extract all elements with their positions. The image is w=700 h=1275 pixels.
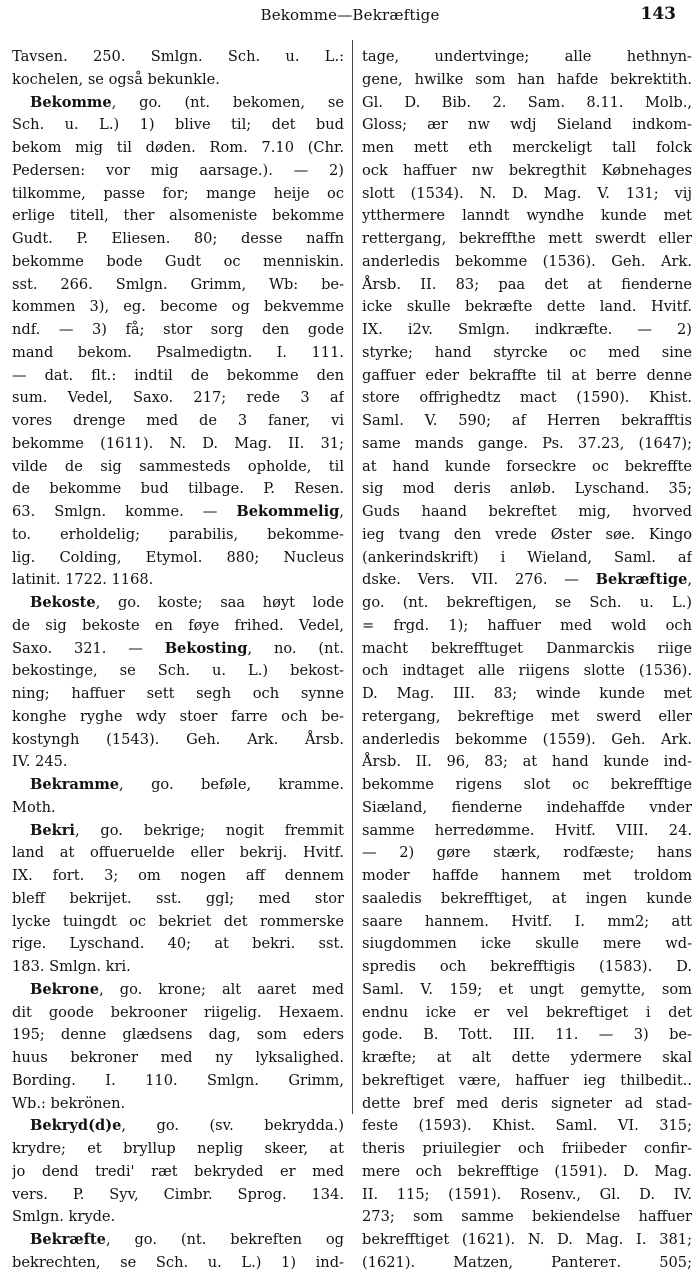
text-line: jo dend tredi' ræt bekryded er med	[12, 1162, 344, 1180]
text-line: bekreftiget være, haffuer ieg thilbedit..	[362, 1071, 692, 1089]
text-line: IX. fort. 3; om nogen aff dennem	[12, 867, 344, 884]
text-line: Smlgn. kryde.	[12, 1208, 116, 1226]
text-line: vores drenge med de 3 faner, vi	[12, 412, 344, 429]
headword: Bekoste	[30, 594, 96, 611]
text-line: bekomme bode Gudt oc menniskin.	[12, 252, 344, 270]
text-line: ndf. — 3) få; stor sorg den gode	[12, 321, 344, 338]
text-line: mand bekom. Psalmedigtn. I. 111.	[12, 343, 344, 361]
text-line: bekomme rigens slot oc bekrefftige	[362, 776, 692, 793]
text-line: IV. 245.	[12, 753, 68, 771]
text-line: dske. Vers. VII. 276. — Bekræftige,	[362, 571, 692, 589]
headword: Bekramme	[30, 776, 120, 793]
text-line: mere och bekrefftige (1591). D. Mag.	[362, 1162, 692, 1180]
text-line: icke skulle bekræfte dette land. Hvitf.	[362, 298, 692, 316]
text-line: de sig bekoste en føye frihed. Vedel,	[12, 616, 344, 634]
text-line: Bekomme, go. (nt. bekomen, se	[30, 93, 344, 111]
text-line: D. Mag. III. 83; winde kunde met	[362, 685, 692, 702]
text-line: Årsb. II. 96, 83; at hand kunde ind-	[362, 753, 692, 771]
text-line: kostyngh (1543). Geh. Ark. Årsb.	[12, 730, 344, 748]
text-line: styrke; hand styrcke oc med sine	[362, 343, 692, 361]
text-line: konghe ryghe wdy stoer farre och be-	[12, 707, 344, 725]
text-line: Bekræfte, go. (nt. bekreften og	[30, 1231, 344, 1248]
text-line: = frgd. 1); haffuer med wold och	[362, 616, 692, 634]
text-line: moder haffde hannem met troldom	[362, 867, 692, 884]
text-line: bekomme (1611). N. D. Mag. II. 31;	[12, 434, 344, 452]
text-line: theris priuilegier och friibeder confir-	[362, 1140, 692, 1157]
text-line: tilkomme, passe for; mange heije oc	[12, 184, 344, 202]
text-line: sst. 266. Smlgn. Grimm, Wb: be-	[12, 275, 344, 293]
text-line: ock haffuer nw bekregthit Købnehages	[362, 161, 692, 179]
text-line: Årsb. II. 83; paa det at fienderne	[362, 275, 692, 293]
text-line: feste (1593). Khist. Saml. VI. 315;	[362, 1117, 692, 1135]
text-line: vilde de sig sammesteds opholde, til	[12, 457, 344, 475]
text-line: erlige titell, ther alsomeniste bekomme	[12, 207, 344, 225]
text-line: men mett eth merckeligt tall folck	[362, 139, 692, 156]
text-line: store offrighedtz mact (1590). Khist.	[362, 389, 692, 407]
text-line: lycke tuingdt oc bekriet det rommerske	[12, 912, 344, 930]
text-line: II. 115; (1591). Rosenv., Gl. D. IV.	[362, 1185, 692, 1203]
text-line: — dat. flt.: indtil de bekomme den	[12, 366, 344, 384]
text-line: Guds haand bekreftet mig, hvorved	[362, 503, 692, 520]
headword: Bekomme	[30, 93, 112, 111]
text-line: IX. i2v. Smlgn. indkræfte. — 2)	[362, 321, 692, 338]
text-line: Tavsen. 250. Smlgn. Sch. u. L.:	[12, 48, 344, 65]
headword: Bekri	[30, 821, 75, 839]
text-line: Saxo. 321. — Bekosting, no. (nt.	[12, 639, 344, 657]
text-line: 183. Smlgn. kri.	[12, 958, 131, 975]
text-line: dit goode bekrooner riigelig. Hexaem.	[12, 1003, 344, 1021]
text-line: land at offueruelde eller bekrij. Hvitf.	[12, 844, 344, 862]
page-number: 143	[640, 4, 676, 24]
text-line: Bekryd(d)e, go. (sv. bekrydda.)	[30, 1117, 344, 1135]
text-line: same mands gange. Ps. 37.23, (1647);	[362, 434, 692, 452]
text-line: sig mod deris anløb. Lyschand. 35;	[362, 480, 692, 498]
text-line: Saml. V. 590; af Herren bekrafftis	[362, 412, 692, 429]
text-line: (1621). Matzen, Panterет. 505;	[362, 1253, 692, 1271]
text-line: saaledis bekrefftiget, at ingen kunde	[362, 889, 692, 907]
text-line: Bekramme, go. beføle, kramme.	[30, 776, 344, 793]
text-line: latinit. 1722. 1168.	[12, 571, 154, 589]
headword: Bekosting	[164, 639, 248, 657]
text-line: Bording. I. 110. Smlgn. Grimm,	[12, 1071, 344, 1089]
text-line: ieg tvang den vrede Øster søe. Kingo	[362, 525, 692, 543]
left-column	[12, 46, 344, 1275]
text-line: Pedersen: vor mig aarsage.). — 2)	[12, 161, 344, 179]
text-line: huus bekroner med ny lyksalighed.	[12, 1049, 344, 1066]
text-line: kræfte; at alt dette ydermere skal	[362, 1049, 692, 1066]
text-line: bekrechten, se Sch. u. L.) 1) ind-	[12, 1253, 344, 1271]
text-line: krydre; et bryllup neplig skeer, at	[12, 1140, 344, 1157]
text-line: to. erholdelig; parabilis, bekomme-	[12, 525, 344, 543]
text-line: bekostinge, se Sch. u. L.) bekost-	[12, 662, 344, 680]
text-line: anderledis bekomme (1536). Geh. Ark.	[362, 252, 692, 270]
text-line: endnu icke er vel bekreftiget i det	[362, 1003, 692, 1021]
text-line: Gloss; ær nw wdj Sieland indkom-	[362, 116, 692, 134]
text-line: Bekri, go. bekrige; nogit fremmit	[30, 821, 344, 839]
text-line: och indtaget alle riigens slotte (1536).	[362, 662, 692, 680]
text-line: — 2) gøre stærk, rodfæste; hans	[362, 844, 692, 862]
text-line: siugdommen icke skulle mere wd-	[362, 935, 692, 953]
text-line: bekrefftiget (1621). N. D. Mag. I. 381;	[362, 1231, 692, 1248]
text-line: rettergang, bekreffthe mett swerdt eller	[362, 230, 692, 247]
text-line: Moth.	[12, 798, 56, 816]
text-line: Wb.: bekrönen.	[12, 1094, 126, 1112]
text-line: Saml. V. 159; et ungt gemytte, som	[362, 980, 692, 998]
headword: Bekræfte	[30, 1231, 106, 1248]
text-line: anderledis bekomme (1559). Geh. Ark.	[362, 730, 692, 748]
right-column	[362, 46, 692, 1275]
text-line: retergang, bekreftige met swerd eller	[362, 707, 692, 725]
text-line: 63. Smlgn. komme. — Bekommelig,	[12, 503, 344, 520]
text-line: gene, hwilke som han hafde bekrektith.	[362, 70, 692, 88]
text-line: Siæland, fienderne indehaffde vnder	[362, 798, 692, 816]
text-line: bleff bekrijet. sst. ggl; med stor	[12, 889, 344, 907]
text-line: macht bekrefftuget Danmarckis riige	[362, 639, 692, 657]
text-line: tage, undertvinge; alle hethnyn-	[362, 48, 692, 65]
column-divider	[352, 40, 353, 1114]
page-header	[0, 4, 700, 28]
text-line: de bekomme bud tilbage. P. Resen.	[12, 480, 344, 498]
text-line: ytthermere lanndt wyndhe kunde met	[362, 207, 692, 225]
text-line: spredis och bekrefftigis (1583). D.	[362, 958, 692, 975]
text-line: kochelen, se også bekunkle.	[12, 70, 220, 88]
text-line: gode. B. Tott. III. 11. — 3) be-	[362, 1026, 692, 1044]
text-line: gaffuer eder bekraffte til at berre denne	[362, 366, 692, 384]
text-line: Gl. D. Bib. 2. Sam. 8.11. Molb.,	[362, 93, 692, 111]
text-line: go. (nt. bekreftigen, se Sch. u. L.)	[362, 594, 692, 611]
headword: Bekryd(d)e	[30, 1117, 122, 1135]
text-line: samme herredømme. Hvitf. VIII. 24.	[362, 821, 692, 839]
text-line: vers. P. Syv, Cimbr. Sprog. 134.	[12, 1185, 344, 1203]
text-line: lig. Colding, Etymol. 880; Nucleus	[12, 548, 344, 566]
headword: Bekræftige	[595, 571, 688, 589]
running-head: Bekomme—Bekræftige	[260, 6, 440, 24]
text-line: Gudt. P. Eliesen. 80; desse naffn	[12, 230, 344, 247]
text-line: bekom mig til døden. Rom. 7.10 (Chr.	[12, 139, 344, 156]
text-line: at hand kunde forseckre oc bekreffte	[362, 457, 692, 475]
text-line: Bekrone, go. krone; alt aaret med	[30, 980, 344, 998]
text-line: (ankerindskrift) i Wieland, Saml. af	[362, 548, 692, 566]
text-line: slott (1534). N. D. Mag. V. 131; vij	[362, 184, 692, 202]
headword: Bekrone	[30, 980, 100, 998]
text-line: 273; som samme bekiendelse haffuer	[362, 1208, 692, 1226]
text-line: Bekoste, go. koste; saa høyt lode	[30, 594, 344, 611]
text-line: dette bref med deris signeter ad stad-	[362, 1094, 692, 1112]
text-line: sum. Vedel, Saxo. 217; rede 3 af	[12, 389, 344, 407]
text-line: 195; denne glædsens dag, som eders	[12, 1026, 344, 1044]
text-line: Sch. u. L.) 1) blive til; det bud	[12, 116, 344, 134]
text-line: ning; haffuer sett segh och synne	[12, 685, 344, 702]
text-line: kommen 3), eg. become og bekvemme	[12, 298, 344, 316]
text-line: saare hannem. Hvitf. I. mm2; att	[362, 912, 692, 930]
text-line: rige. Lyschand. 40; at bekri. sst.	[12, 935, 344, 953]
headword: Bekommelig	[236, 503, 340, 520]
